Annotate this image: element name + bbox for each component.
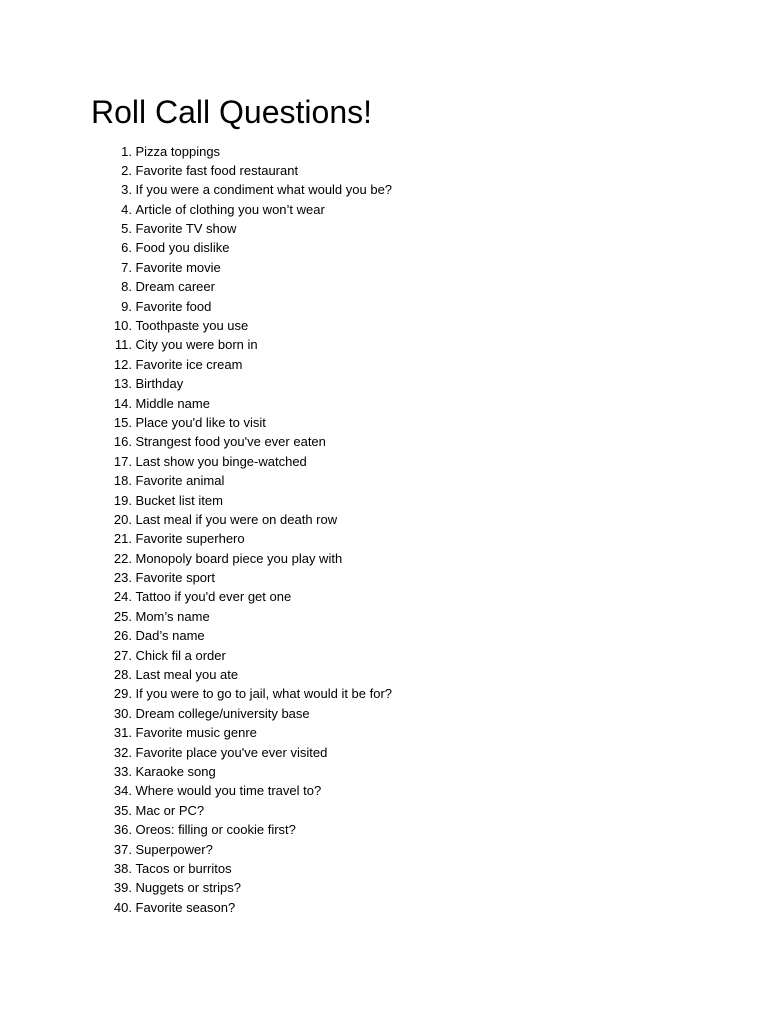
question-text: Chick fil a order bbox=[135, 647, 226, 663]
question-text: Strangest food you've ever eaten bbox=[135, 434, 326, 450]
question-number: 16. bbox=[113, 434, 132, 450]
question-text: Favorite animal bbox=[135, 473, 225, 489]
question-item bbox=[91, 219, 691, 238]
question-text: Monopoly board piece you play with bbox=[135, 550, 343, 566]
question-number: 13. bbox=[113, 376, 132, 392]
question-item bbox=[91, 743, 691, 762]
question-text: Birthday bbox=[135, 376, 184, 392]
question-number: 40. bbox=[113, 899, 132, 915]
question-number: 11. bbox=[114, 337, 132, 353]
question-text: Toothpaste you use bbox=[135, 318, 249, 334]
question-item bbox=[91, 452, 691, 471]
question-number: 3. bbox=[121, 182, 132, 198]
question-item bbox=[91, 587, 691, 606]
question-text: Favorite fast food restaurant bbox=[135, 162, 299, 178]
question-item bbox=[91, 840, 691, 859]
question-item bbox=[91, 510, 691, 529]
question-text: Food you dislike bbox=[135, 240, 230, 256]
question-item bbox=[91, 859, 691, 878]
question-number: 19. bbox=[113, 492, 132, 508]
document-title: Roll Call Questions! bbox=[91, 94, 372, 130]
question-number: 15. bbox=[113, 414, 132, 430]
question-text: Karaoke song bbox=[135, 764, 216, 779]
question-number: 39. bbox=[113, 880, 132, 896]
question-text: Tattoo if you'd ever get one bbox=[135, 589, 292, 605]
question-number: 2. bbox=[121, 162, 132, 178]
question-number: 32. bbox=[113, 744, 132, 760]
question-text: Last meal if you were on death row bbox=[135, 511, 338, 527]
question-item bbox=[91, 723, 691, 742]
question-item bbox=[91, 180, 691, 199]
question-number: 29. bbox=[113, 686, 132, 702]
question-number: 17. bbox=[113, 453, 132, 469]
question-text: Favorite food bbox=[135, 298, 212, 314]
question-item bbox=[91, 820, 691, 839]
question-item bbox=[91, 258, 691, 277]
question-text: Dad’s name bbox=[135, 628, 205, 644]
question-item bbox=[91, 413, 691, 432]
question-text: Oreos: filling or cookie first? bbox=[135, 822, 296, 838]
question-number: 8. bbox=[121, 279, 132, 295]
question-number: 38. bbox=[113, 860, 132, 876]
question-item bbox=[91, 374, 691, 393]
question-text: Mom’s name bbox=[135, 608, 210, 624]
question-number: 14. bbox=[113, 395, 132, 411]
question-number: 37. bbox=[113, 841, 132, 857]
question-item bbox=[91, 491, 691, 510]
question-text: Last meal you ate bbox=[135, 667, 239, 683]
question-list bbox=[91, 142, 691, 918]
question-text: If you were to go to jail, what would it be for? bbox=[135, 686, 393, 702]
question-item bbox=[91, 316, 691, 335]
question-text: Place you'd like to visit bbox=[135, 414, 266, 430]
question-item bbox=[91, 277, 691, 296]
question-item bbox=[91, 878, 691, 897]
question-number: 12. bbox=[113, 356, 132, 372]
question-text: Favorite superhero bbox=[135, 531, 245, 547]
question-number: 25. bbox=[113, 608, 132, 624]
question-item bbox=[91, 432, 691, 451]
question-text: Bucket list item bbox=[135, 492, 223, 508]
question-item bbox=[91, 646, 691, 665]
question-number: 33. bbox=[113, 764, 132, 779]
question-item bbox=[91, 238, 691, 257]
question-number: 1. bbox=[121, 143, 132, 159]
question-item bbox=[91, 704, 691, 723]
question-number: 10. bbox=[113, 318, 132, 334]
question-item bbox=[91, 568, 691, 587]
question-item bbox=[91, 161, 691, 180]
question-item bbox=[91, 626, 691, 645]
question-text: Dream college/university base bbox=[135, 705, 310, 721]
question-number: 18. bbox=[113, 473, 132, 489]
question-item bbox=[91, 607, 691, 626]
question-item bbox=[91, 684, 691, 703]
question-item bbox=[91, 781, 691, 800]
question-text: Favorite music genre bbox=[135, 725, 257, 741]
question-text: Pizza toppings bbox=[135, 143, 221, 159]
question-number: 4. bbox=[121, 201, 132, 217]
question-number: 22. bbox=[113, 550, 132, 566]
question-item bbox=[91, 471, 691, 490]
question-item bbox=[91, 898, 691, 917]
question-text: Middle name bbox=[135, 395, 210, 411]
question-number: 27. bbox=[113, 647, 132, 663]
question-text: Superpower? bbox=[135, 841, 213, 857]
question-number: 5. bbox=[121, 221, 132, 237]
question-number: 31. bbox=[113, 725, 132, 741]
question-number: 9. bbox=[121, 298, 132, 314]
question-text: Favorite movie bbox=[135, 259, 221, 275]
question-number: 23. bbox=[113, 570, 132, 586]
question-item bbox=[91, 394, 691, 413]
question-number: 6. bbox=[121, 240, 132, 256]
question-number: 34. bbox=[113, 783, 132, 799]
question-text: Nuggets or strips? bbox=[135, 880, 241, 896]
question-item bbox=[91, 762, 691, 781]
question-text: If you were a condiment what would you be? bbox=[135, 182, 393, 198]
question-item bbox=[91, 297, 691, 316]
question-number: 20. bbox=[113, 511, 132, 527]
question-text: Tacos or burritos bbox=[135, 860, 232, 876]
question-item bbox=[91, 200, 691, 219]
question-text: Favorite season? bbox=[135, 899, 236, 915]
question-item bbox=[91, 801, 691, 820]
question-number: 35. bbox=[113, 802, 132, 818]
question-number: 7. bbox=[121, 259, 132, 275]
question-text: Favorite sport bbox=[135, 570, 215, 586]
question-text: Mac or PC? bbox=[135, 802, 205, 818]
question-item bbox=[91, 665, 691, 684]
question-text: Favorite place you've ever visited bbox=[135, 744, 328, 760]
question-item bbox=[91, 335, 691, 354]
question-text: City you were born in bbox=[135, 337, 258, 353]
question-number: 24. bbox=[113, 589, 132, 605]
question-text: Favorite TV show bbox=[135, 221, 237, 237]
question-text: Where would you time travel to? bbox=[135, 783, 322, 799]
question-number: 26. bbox=[113, 628, 132, 644]
question-number: 28. bbox=[113, 667, 132, 683]
question-number: 30. bbox=[113, 705, 132, 721]
question-text: Last show you binge-watched bbox=[135, 453, 307, 469]
question-item bbox=[91, 142, 691, 161]
question-item bbox=[91, 355, 691, 374]
question-item bbox=[91, 529, 691, 548]
question-number: 36. bbox=[113, 822, 132, 838]
question-number: 21. bbox=[113, 531, 132, 547]
question-text: Dream career bbox=[135, 279, 215, 295]
question-text: Favorite ice cream bbox=[135, 356, 243, 372]
question-item bbox=[91, 549, 691, 568]
question-text: Article of clothing you won’t wear bbox=[135, 201, 325, 217]
